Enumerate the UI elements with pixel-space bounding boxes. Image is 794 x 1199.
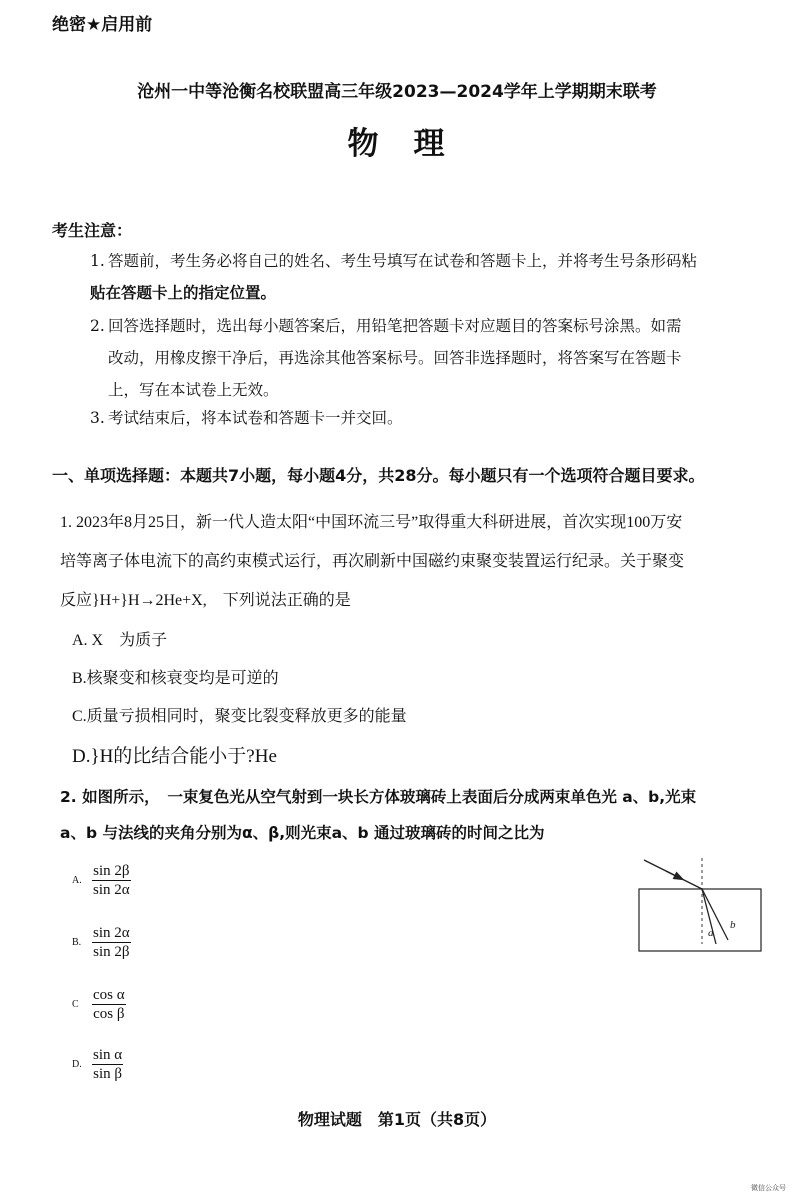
question-2-line: 2. 如图所示， 一束复色光从空气射到一块长方体玻璃砖上表面后分成两束单色光 a、b,光束 (60, 788, 697, 806)
glass-brick (639, 889, 761, 951)
notice-item-number: 3. (90, 409, 105, 427)
fraction-numerator: sin 2α (93, 925, 130, 941)
ray-b (702, 889, 728, 940)
notice-item-number: 1. (90, 252, 105, 270)
incident-arrow (666, 871, 682, 879)
label-b: b (730, 919, 736, 931)
fraction (92, 986, 126, 1023)
label-a: a (708, 927, 714, 939)
question-1-option-c: C.质量亏损相同时，聚变比裂变释放更多的能量 (72, 708, 407, 725)
fraction (92, 924, 131, 961)
option-letter: D. (72, 1059, 82, 1070)
fraction-numerator: cos α (93, 987, 125, 1003)
question-2-option-a (72, 862, 131, 899)
question-2-line: a、b 与法线的夹角分别为α、β,则光束a、b 通过玻璃砖的时间之比为 (60, 824, 545, 842)
question-2-option-c (72, 986, 126, 1023)
page-footer: 物理试题 第1页（共8页） (297, 1110, 497, 1129)
fraction-denominator: sin 2α (93, 882, 130, 898)
notice-heading: 考生注意： (52, 221, 133, 240)
exam-title: 沧州一中等沧衡名校联盟高三年级2023—2024学年上学期期末联考 (137, 82, 657, 102)
fraction-numerator: sin 2β (93, 863, 130, 879)
notice-item-number: 2. (90, 317, 105, 335)
option-letter: A. (72, 875, 82, 886)
notice-item-text: 改动，用橡皮擦干净后，再选涂其他答案标号。回答非选择题时，将答案写在答题卡 (108, 349, 682, 367)
fraction-denominator: cos β (93, 1006, 125, 1022)
question-1-option-d: D.}H的比结合能小于?He (72, 746, 277, 767)
refraction-figure (632, 852, 764, 954)
fraction-numerator: sin α (93, 1047, 123, 1063)
question-1-line: 培等离子体电流下的高约束模式运行，再次刷新中国磁约束聚变装置运行纪录。关于聚变 (60, 553, 685, 570)
section-heading: 一、单项选择题：本题共7小题，每小题4分，共28分。每小题只有一个选项符合题目要求。 (52, 466, 705, 485)
fraction-denominator: sin 2β (93, 944, 130, 960)
watermark: 微信公众号 (751, 1184, 786, 1192)
notice-item-text: 考试结束后，将本试卷和答题卡一并交回。 (108, 409, 403, 427)
subject-title: 物 理 (347, 126, 447, 162)
notice-item-text: 答题前，考生务必将自己的姓名、考生号填写在试卷和答题卡上，并将考生号条形码粘 (108, 252, 698, 270)
question-1-line: 反应}H+}H→2He+X, 下列说法正确的是 (60, 592, 351, 609)
option-letter: B. (72, 937, 82, 948)
notice-item-text: 上，写在本试卷上无效。 (108, 381, 279, 399)
question-1-option-a: A. X 为质子 (72, 632, 168, 649)
question-2-option-b (72, 924, 131, 961)
question-1-line: 1. 2023年8月25日，新一代人造太阳“中国环流三号”取得重大科研进展，首次实现100万安 (60, 514, 683, 531)
question-1-option-b: B.核聚变和核衰变均是可逆的 (72, 670, 279, 687)
fraction-denominator: sin β (93, 1066, 122, 1082)
notice-item-1 (90, 245, 697, 309)
fraction (92, 1046, 123, 1083)
option-letter: C (72, 999, 79, 1010)
question-2-option-d (72, 1046, 123, 1083)
notice-item-text: 贴在答题卡上的指定位置。 (90, 283, 277, 302)
notice-item-2 (90, 310, 682, 406)
confidential-label: 绝密★启用前 (52, 15, 153, 35)
notice-item-3 (90, 402, 403, 434)
notice-item-text: 回答选择题时，选出每小题答案后，用铅笔把答题卡对应题目的答案标号涂黑。如需 (108, 317, 682, 335)
fraction (92, 862, 131, 899)
